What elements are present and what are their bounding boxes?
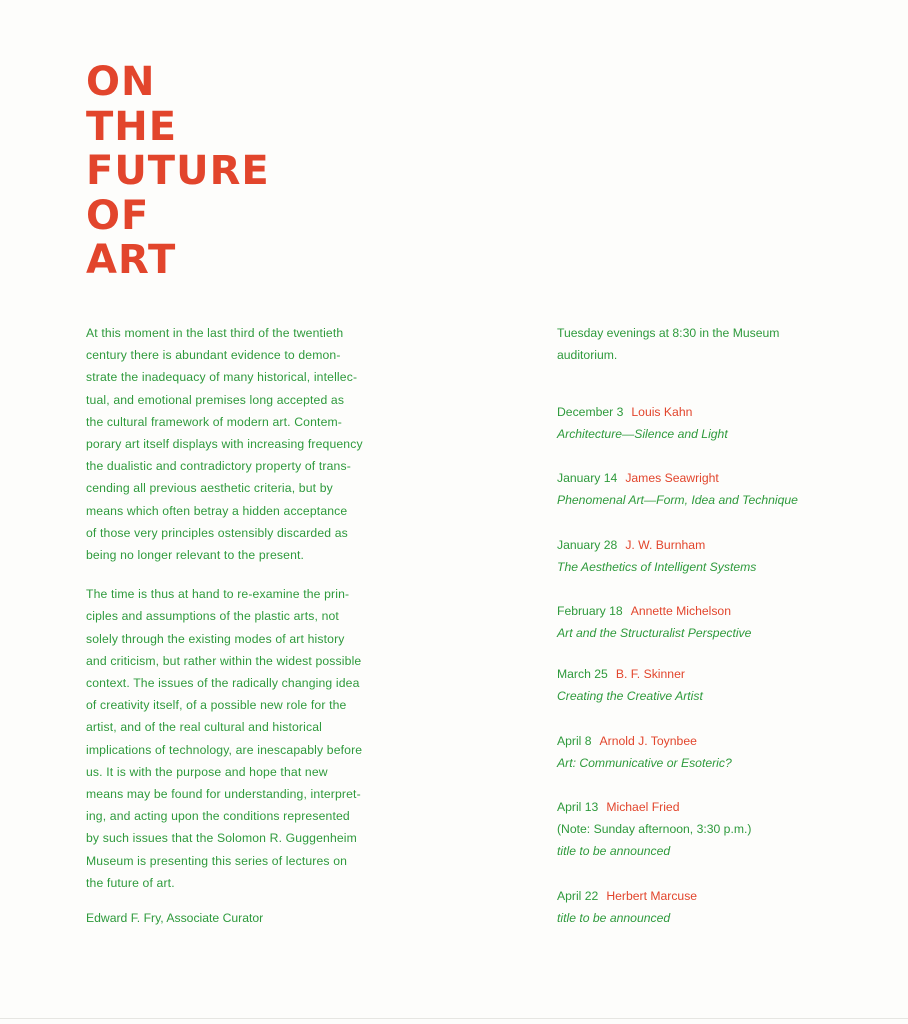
title-line: THE bbox=[86, 103, 178, 150]
text-line: the cultural framework of modern art. Contem- bbox=[86, 414, 343, 429]
lecture-heading bbox=[557, 600, 897, 622]
text-line: means may be found for understanding, interpret- bbox=[86, 787, 361, 802]
lecture-speaker: Herbert Marcuse bbox=[606, 889, 698, 903]
lecture-entry bbox=[557, 885, 897, 929]
lecture-entry bbox=[557, 467, 897, 511]
lecture-topic: Art: Communicative or Esoteric? bbox=[557, 756, 732, 770]
text-line: ing, and acting upon the conditions represented bbox=[86, 809, 350, 824]
text-line: ciples and assumptions of the plastic arts, not bbox=[86, 609, 339, 624]
lecture-speaker: Michael Fried bbox=[606, 800, 680, 814]
lecture-heading bbox=[557, 401, 897, 423]
essay-column bbox=[86, 322, 386, 929]
text-line: cending all previous aesthetic criteria, but by bbox=[86, 481, 333, 496]
title-line: ART bbox=[86, 237, 177, 283]
text-line: Museum is presenting this series of lectures on bbox=[86, 853, 348, 868]
essay-paragraph bbox=[86, 583, 386, 894]
lecture-date: January 14 bbox=[557, 471, 618, 485]
lecture-topic: Phenomenal Art—Form, Idea and Technique bbox=[557, 493, 798, 507]
lecture-topic: title to be announced bbox=[557, 844, 671, 858]
lecture-date: April 8 bbox=[557, 734, 592, 748]
text-line: means which often betray a hidden acceptance bbox=[86, 503, 348, 518]
lecture-speaker: Louis Kahn bbox=[631, 405, 693, 419]
text-line: porary art itself displays with increasing frequency bbox=[86, 437, 363, 452]
lecture-entry bbox=[557, 600, 897, 644]
lecture-note: (Note: Sunday afternoon, 3:30 p.m.) bbox=[557, 822, 752, 836]
lecture-heading bbox=[557, 534, 897, 556]
text-line: the future of art. bbox=[86, 875, 175, 890]
title-line: ON bbox=[86, 59, 156, 105]
curator-credit: Edward F. Fry, Associate Curator bbox=[86, 911, 264, 926]
lecture-speaker: B. F. Skinner bbox=[615, 667, 685, 681]
essay-paragraph bbox=[86, 322, 386, 566]
text-line: of creativity itself, of a possible new role for the bbox=[86, 698, 347, 713]
lecture-speaker: J. W. Burnham bbox=[625, 538, 706, 552]
lecture-entry bbox=[557, 534, 897, 578]
lecture-heading bbox=[557, 885, 897, 907]
lecture-heading bbox=[557, 663, 897, 685]
lecture-heading bbox=[557, 730, 897, 752]
page-edge-divider bbox=[0, 1018, 908, 1019]
text-line: strate the inadequacy of many historical, intellec- bbox=[86, 370, 358, 385]
lecture-date: February 18 bbox=[557, 604, 623, 618]
lecture-entry bbox=[557, 730, 897, 774]
text-line: Tuesday evenings at 8:30 in the Museum bbox=[557, 326, 780, 340]
text-line: auditorium. bbox=[557, 348, 618, 362]
text-line: The time is thus at hand to re-examine the prin- bbox=[86, 587, 350, 602]
lecture-speaker: James Seawright bbox=[625, 471, 719, 485]
lecture-topic: Art and the Structuralist Perspective bbox=[557, 626, 752, 640]
text-line: artist, and of the real cultural and historical bbox=[86, 720, 323, 735]
text-line: solely through the existing modes of art history bbox=[86, 631, 345, 646]
text-line: century there is abundant evidence to demon- bbox=[86, 348, 341, 363]
lecture-date: April 13 bbox=[557, 800, 599, 814]
lecture-topic: Architecture—Silence and Light bbox=[557, 427, 728, 441]
text-line: implications of technology, are inescapably before bbox=[86, 742, 363, 757]
lecture-heading bbox=[557, 796, 897, 818]
lecture-heading bbox=[557, 467, 897, 489]
lecture-date: December 3 bbox=[557, 405, 624, 419]
text-line: us. It is with the purpose and hope that new bbox=[86, 764, 328, 779]
lecture-topic: The Aesthetics of Intelligent Systems bbox=[557, 560, 757, 574]
lecture-entry bbox=[557, 663, 897, 707]
text-line: being no longer relevant to the present. bbox=[86, 548, 305, 563]
lecture-speaker: Annette Michelson bbox=[630, 604, 731, 618]
lecture-date: March 25 bbox=[557, 667, 608, 681]
lecture-speaker: Arnold J. Toynbee bbox=[599, 734, 697, 748]
text-line: context. The issues of the radically changing idea bbox=[86, 676, 360, 691]
lecture-date: January 28 bbox=[557, 538, 618, 552]
text-line: by such issues that the Solomon R. Guggenheim bbox=[86, 831, 357, 846]
brochure-title bbox=[86, 60, 270, 283]
text-line: of those very principles ostensibly discarded as bbox=[86, 525, 348, 540]
lecture-date: April 22 bbox=[557, 889, 599, 903]
text-line: and criticism, but rather within the widest possible bbox=[86, 653, 362, 668]
text-line: tual, and emotional premises long accepted as bbox=[86, 392, 345, 407]
text-line: the dualistic and contradictory property of trans- bbox=[86, 459, 351, 474]
lecture-topic: Creating the Creative Artist bbox=[557, 689, 703, 703]
title-line: FUTURE bbox=[86, 148, 270, 194]
schedule-intro bbox=[557, 322, 887, 366]
lecture-entry bbox=[557, 401, 897, 445]
title-line: OF bbox=[86, 192, 150, 239]
text-line: At this moment in the last third of the twentieth bbox=[86, 326, 344, 340]
schedule-column bbox=[557, 322, 887, 925]
lecture-topic: title to be announced bbox=[557, 911, 671, 925]
lecture-entry bbox=[557, 796, 897, 862]
